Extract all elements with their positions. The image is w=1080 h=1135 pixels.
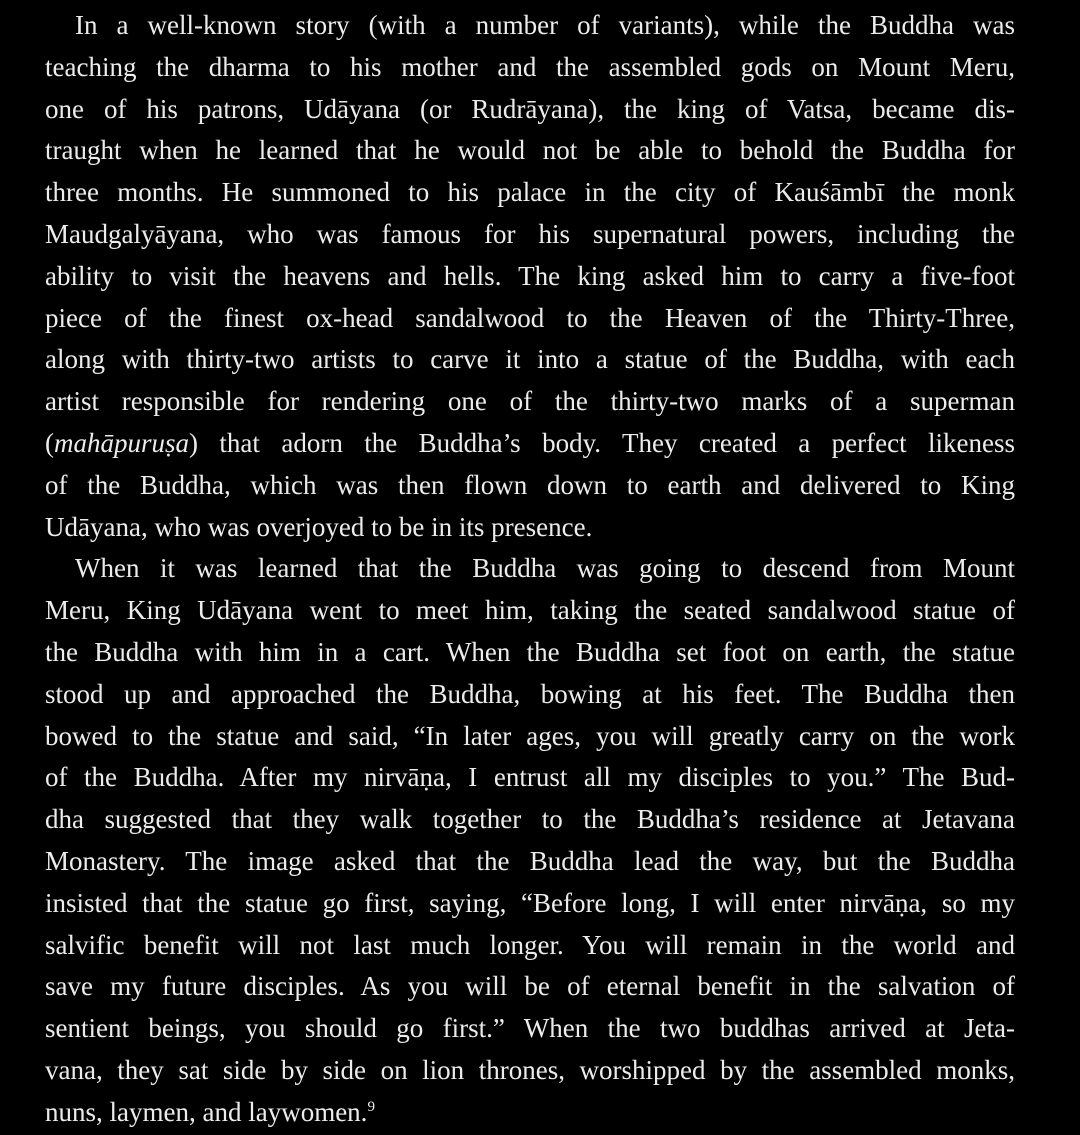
final-line-text: nuns, laymen, and laywomen. bbox=[45, 1096, 368, 1127]
text-line: When it was learned that the Buddha was going to descend from Mount bbox=[75, 553, 1015, 584]
text-line-final bbox=[45, 1092, 1015, 1134]
text-line: along with thirty-two artists to carve it into a statue of the Buddha, with each bbox=[45, 344, 1015, 375]
text-line: stood up and approached the Buddha, bowing at his feet. The Buddha then bbox=[45, 678, 1015, 709]
text-line: dha suggested that they walk together to the Buddha’s residence at Jetavana bbox=[45, 804, 1015, 835]
text-line: ability to visit the heavens and hells. The king asked him to carry a five-foot bbox=[45, 260, 1015, 291]
text-line: save my future disciples. As you will be of eternal benefit in the salvation of bbox=[45, 971, 1015, 1002]
text-line: In a well-known story (with a number of variants), while the Buddha was bbox=[75, 10, 1015, 40]
text-line: Monastery. The image asked that the Buddha lead the way, but the Buddha bbox=[45, 845, 1015, 876]
text-line: salvific benefit will not last much longer. You will remain in the world and bbox=[45, 929, 1015, 960]
text-line: one of his patrons, Udāyana (or Rudrāyana), the king of Vatsa, became dis- bbox=[45, 93, 1015, 124]
text-line: bowed to the statue and said, “In later ages, you will greatly carry on the work bbox=[45, 720, 1015, 751]
text-line: the Buddha with him in a cart. When the Buddha set foot on earth, the statue bbox=[45, 636, 1015, 667]
footnote-marker[interactable]: 9 bbox=[367, 1098, 375, 1115]
text-line: of the Buddha, which was then flown down to earth and delivered to King bbox=[45, 469, 1015, 500]
text-line: insisted that the statue go first, saying, “Before long, I will enter nirvāṇa, so my bbox=[45, 887, 1015, 918]
paragraph-1 bbox=[45, 5, 1015, 548]
text-line: teaching the dharma to his mother and the assembled gods on Mount Meru, bbox=[45, 51, 1015, 82]
text-line: artist responsible for rendering one of the thirty-two marks of a superman bbox=[45, 386, 1015, 417]
paragraph-2 bbox=[45, 548, 1015, 1133]
text-line: sentient beings, you should go first.” When the two buddhas arrived at Jeta- bbox=[45, 1013, 1015, 1044]
text-line: Udāyana, who was overjoyed to be in its presence. bbox=[45, 511, 593, 542]
text-line: (mahāpuruṣa) that adorn the Buddha’s body. They created a perfect likeness bbox=[45, 427, 1015, 458]
text-line: piece of the finest ox-head sandalwood to the Heaven of the Thirty-Three, bbox=[45, 302, 1015, 333]
document-page bbox=[45, 5, 1015, 1134]
text-line: traught when he learned that he would not be able to behold the Buddha for bbox=[45, 135, 1015, 166]
text-line: Meru, King Udāyana went to meet him, taking the seated sandalwood statue of bbox=[45, 595, 1015, 626]
text-line: of the Buddha. After my nirvāṇa, I entrust all my disciples to you.” The Bud- bbox=[45, 762, 1015, 793]
text-line: three months. He summoned to his palace in the city of Kauśāmbī the monk bbox=[45, 177, 1015, 208]
text-line: vana, they sat side by side on lion thrones, worshipped by the assembled monks, bbox=[45, 1054, 1015, 1085]
sanskrit-term: mahāpuruṣa bbox=[54, 427, 190, 458]
text-line: Maudgalyāyana, who was famous for his supernatural powers, including the bbox=[45, 218, 1015, 249]
